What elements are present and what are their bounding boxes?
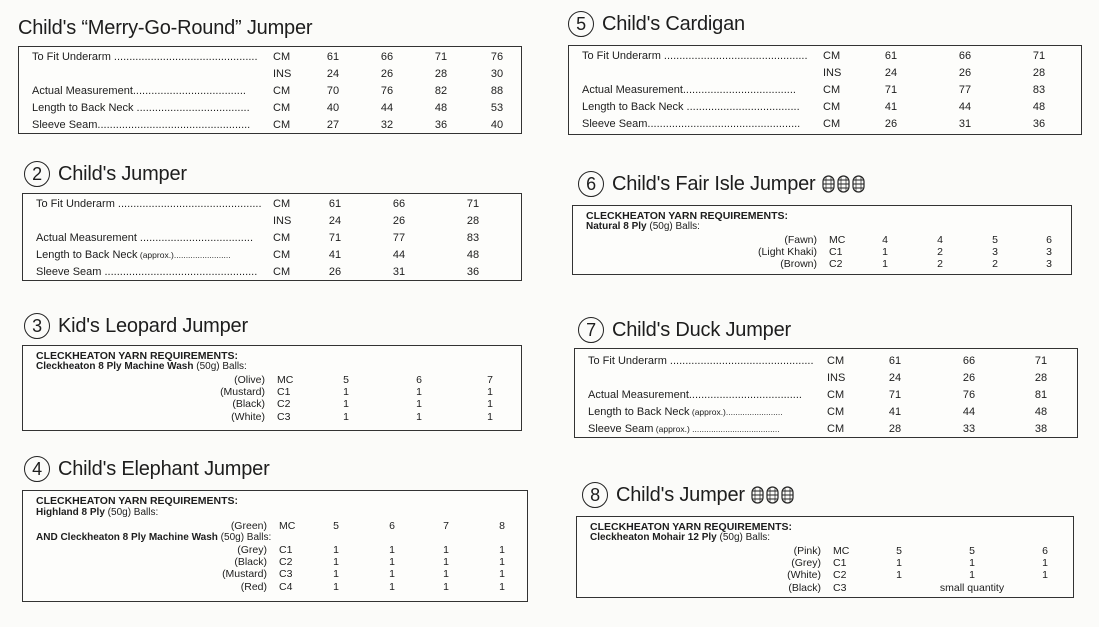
- yarn-weight-icons: [822, 175, 865, 193]
- size-value: 48: [1034, 406, 1048, 418]
- size-value: 28: [1034, 372, 1048, 384]
- size-value: 76: [962, 389, 976, 401]
- yarn-code: C3: [833, 581, 847, 594]
- size-value: 26: [380, 68, 394, 80]
- size-value: 30: [490, 68, 504, 80]
- yarn-ball-icon: [781, 486, 794, 504]
- ball-count: 1: [416, 398, 422, 411]
- yarn-color: (Grey): [237, 544, 267, 556]
- size-value: 33: [962, 423, 976, 435]
- size-value: 61: [884, 50, 898, 62]
- ball-count: 4: [937, 234, 943, 246]
- size-value: 48: [466, 249, 480, 261]
- size-value: 40: [490, 119, 504, 131]
- section-childs-jumper-2: [24, 160, 187, 188]
- yarn-code: C1: [833, 557, 847, 570]
- unit-label: INS: [827, 372, 846, 384]
- ball-count: 5: [343, 374, 349, 386]
- ball-count: 5: [896, 545, 902, 557]
- ball-count: 1: [343, 410, 349, 423]
- unit-label: CM: [273, 249, 291, 261]
- ball-count: 8: [499, 520, 505, 532]
- size-value: 70: [326, 85, 340, 97]
- row-label: [588, 388, 820, 402]
- row-label-text: Length to Back Neck .....................................: [582, 101, 800, 113]
- size-value: 27: [326, 119, 340, 131]
- row-label: [32, 118, 262, 132]
- size-value: 36: [1032, 118, 1046, 130]
- ball-count: 3: [1046, 258, 1052, 271]
- ball-count: 1: [416, 386, 422, 399]
- row-label-text: Sleeve Seam..................................................: [582, 118, 801, 130]
- row-label: [582, 100, 814, 114]
- ball-count: 1: [343, 386, 349, 399]
- yarn-color: (Brown): [780, 258, 817, 271]
- ball-count: 3: [992, 246, 998, 259]
- row-label: [32, 101, 262, 115]
- section-title: Kid's Leopard Jumper: [58, 314, 248, 337]
- unit-label: CM: [273, 266, 291, 278]
- size-value: 71: [1034, 355, 1048, 367]
- row-label-text: Actual Measurement.....................................: [32, 85, 246, 97]
- yarn-color: (Fawn): [784, 234, 817, 246]
- size-value: 71: [1032, 50, 1046, 62]
- unit-label: INS: [273, 68, 292, 80]
- yarn-weight-icons: [751, 486, 794, 504]
- size-value: 71: [888, 389, 902, 401]
- yarn-type: AND Cleckheaton 8 Ply Machine Wash (50g) Balls:: [36, 532, 272, 543]
- row-label-text: Sleeve Seam ..................................................: [36, 266, 258, 278]
- ball-count: 5: [333, 520, 339, 532]
- section-title: Child's “Merry-Go-Round” Jumper: [18, 16, 313, 39]
- unit-label: CM: [273, 119, 291, 131]
- size-value: 71: [328, 232, 342, 244]
- size-value: 32: [380, 119, 394, 131]
- size-value: 83: [1032, 84, 1046, 96]
- requirements-heading: CLECKHEATON YARN REQUIREMENTS:: [36, 495, 239, 507]
- yarn-color: (Light Khaki): [758, 246, 817, 259]
- yarn-type: Natural 8 Ply (50g) Balls:: [586, 221, 700, 232]
- section-number: 7: [578, 317, 604, 343]
- row-label-text: To Fit Underarm ...............................................: [36, 198, 262, 210]
- ball-count: 1: [487, 386, 493, 399]
- yarn-color: (Red): [240, 580, 267, 593]
- row-label: [582, 83, 814, 97]
- section-number: 4: [24, 456, 50, 482]
- yarn-code: MC: [279, 520, 296, 532]
- size-value: 66: [958, 50, 972, 62]
- ball-count: 1: [499, 568, 505, 581]
- section-title: Child's Jumper: [616, 483, 745, 506]
- size-value: 77: [392, 232, 406, 244]
- yarn-color: (Olive): [234, 374, 265, 386]
- measurement-table: [22, 193, 522, 281]
- ball-count: 1: [333, 580, 339, 593]
- ball-count: 4: [882, 234, 888, 246]
- size-value: 24: [328, 215, 342, 227]
- yarn-requirements-table: [22, 490, 528, 602]
- yarn-requirements-table: [576, 516, 1074, 598]
- yarn-type: Cleckheaton 8 Ply Machine Wash (50g) Balls:: [36, 361, 247, 372]
- size-value: 71: [466, 198, 480, 210]
- ball-count: 5: [992, 234, 998, 246]
- yarn-code: MC: [277, 374, 294, 386]
- yarn-code: C1: [277, 386, 291, 399]
- ball-count: 5: [969, 545, 975, 557]
- row-label-text: Length to Back Neck .....................................: [32, 102, 250, 114]
- yarn-color: (Mustard): [220, 386, 265, 399]
- size-value: 66: [380, 51, 394, 63]
- ball-count: 6: [389, 520, 395, 532]
- section-title: Child's Elephant Jumper: [58, 457, 270, 480]
- ball-count: 1: [896, 557, 902, 570]
- size-value: 31: [958, 118, 972, 130]
- unit-label: CM: [823, 50, 841, 62]
- ball-count: 6: [416, 374, 422, 386]
- yarn-ball-icon: [822, 175, 835, 193]
- size-value: 28: [434, 68, 448, 80]
- ball-count: 1: [1042, 557, 1048, 570]
- yarn-color: (Green): [230, 520, 267, 532]
- yarn-code: MC: [833, 545, 850, 557]
- ball-count: 1: [487, 410, 493, 423]
- row-label: [36, 248, 264, 262]
- yarn-ball-icon: [766, 486, 779, 504]
- row-label: [582, 49, 814, 63]
- unit-label: CM: [827, 389, 845, 401]
- size-value: 83: [466, 232, 480, 244]
- size-value: 81: [1034, 389, 1048, 401]
- measurement-table: [574, 348, 1078, 438]
- size-value: 24: [326, 68, 340, 80]
- yarn-color: (Grey): [791, 557, 821, 570]
- ball-count: 2: [937, 246, 943, 259]
- size-value: 82: [434, 85, 448, 97]
- yarn-requirements-table: [572, 205, 1072, 275]
- size-value: 28: [888, 423, 902, 435]
- row-label-text: Actual Measurement .....................................: [36, 232, 254, 244]
- unit-label: CM: [823, 118, 841, 130]
- size-value: 44: [958, 101, 972, 113]
- size-value: 24: [884, 67, 898, 79]
- section-childs-elephant-jumper: [24, 455, 270, 483]
- size-value: 76: [490, 51, 504, 63]
- size-value: 71: [434, 51, 448, 63]
- yarn-code: C1: [829, 246, 843, 259]
- unit-label: CM: [273, 51, 291, 63]
- unit-label: INS: [273, 215, 292, 227]
- size-value: 28: [466, 215, 480, 227]
- size-value: 26: [958, 67, 972, 79]
- row-label-text: To Fit Underarm ...............................................: [32, 51, 258, 63]
- yarn-ball-icon: [837, 175, 850, 193]
- ball-count: 1: [969, 557, 975, 570]
- measurement-table: [18, 46, 522, 134]
- section-number: 8: [582, 482, 608, 508]
- ball-count: 1: [389, 556, 395, 569]
- size-value: 38: [1034, 423, 1048, 435]
- size-value: 41: [884, 101, 898, 113]
- yarn-ball-icon: [751, 486, 764, 504]
- yarn-color: (Black): [234, 556, 267, 569]
- section-title: Child's Cardigan: [602, 12, 745, 35]
- size-value: 66: [962, 355, 976, 367]
- size-value: 28: [1032, 67, 1046, 79]
- section-kids-leopard-jumper: [24, 312, 248, 340]
- unit-label: CM: [273, 85, 291, 97]
- size-value: 26: [328, 266, 342, 278]
- section-merry-go-round: [18, 14, 312, 42]
- ball-count: 6: [1046, 234, 1052, 246]
- yarn-code: MC: [829, 234, 846, 246]
- ball-count: 1: [882, 258, 888, 271]
- row-label: [36, 231, 264, 245]
- ball-count: 1: [499, 580, 505, 593]
- yarn-code: C2: [277, 398, 291, 411]
- yarn-requirements-table: [22, 345, 522, 431]
- unit-label: CM: [273, 102, 291, 114]
- row-label-text: Sleeve Seam..................................................: [32, 119, 251, 131]
- yarn-code: C2: [833, 569, 847, 582]
- ball-count: 1: [443, 544, 449, 556]
- yarn-type: Cleckheaton Mohair 12 Ply (50g) Balls:: [590, 532, 771, 543]
- row-label: [36, 197, 264, 211]
- yarn-ball-icon: [852, 175, 865, 193]
- size-value: 76: [380, 85, 394, 97]
- size-value: 61: [888, 355, 902, 367]
- ball-count: 1: [499, 544, 505, 556]
- row-label: [32, 50, 262, 64]
- ball-count: 2: [937, 258, 943, 271]
- ball-count: 1: [882, 246, 888, 259]
- size-value: 40: [326, 102, 340, 114]
- ball-count: 6: [1042, 545, 1048, 557]
- size-value: 36: [434, 119, 448, 131]
- section-title: Child's Duck Jumper: [612, 318, 791, 341]
- yarn-color: (Pink): [793, 545, 821, 557]
- row-label-text: Sleeve Seam: [588, 423, 654, 435]
- row-label: [32, 84, 262, 98]
- section-number: 2: [24, 161, 50, 187]
- size-value: 88: [490, 85, 504, 97]
- size-value: 41: [328, 249, 342, 261]
- ball-count: 7: [487, 374, 493, 386]
- ball-count: 1: [389, 568, 395, 581]
- ball-count: 1: [443, 568, 449, 581]
- row-label: [582, 117, 814, 131]
- size-value: 44: [962, 406, 976, 418]
- ball-count: 1: [487, 398, 493, 411]
- requirements-heading: CLECKHEATON YARN REQUIREMENTS:: [590, 521, 793, 533]
- size-value: 24: [888, 372, 902, 384]
- unit-label: CM: [827, 423, 845, 435]
- requirements-heading: CLECKHEATON YARN REQUIREMENTS:: [36, 350, 239, 362]
- yarn-color: (Black): [232, 398, 265, 411]
- section-title: Child's Fair Isle Jumper: [612, 172, 816, 195]
- size-value: 71: [884, 84, 898, 96]
- yarn-code: C3: [279, 568, 293, 581]
- requirements-heading: CLECKHEATON YARN REQUIREMENTS:: [586, 210, 789, 222]
- size-value: 31: [392, 266, 406, 278]
- yarn-type: Highland 8 Ply (50g) Balls:: [36, 507, 159, 518]
- row-label-text: To Fit Underarm ...............................................: [582, 50, 808, 62]
- yarn-code: C2: [829, 258, 843, 271]
- size-value: 48: [434, 102, 448, 114]
- ball-count: 1: [343, 398, 349, 411]
- unit-label: CM: [827, 406, 845, 418]
- size-value: 36: [466, 266, 480, 278]
- row-label: [588, 354, 820, 368]
- section-number: 3: [24, 313, 50, 339]
- yarn-color: (Black): [788, 581, 821, 594]
- yarn-code: C3: [277, 410, 291, 423]
- section-childs-duck-jumper: [578, 316, 791, 344]
- row-label-text: Length to Back Neck: [36, 249, 138, 261]
- size-value: 44: [392, 249, 406, 261]
- ball-count: 1: [1042, 569, 1048, 582]
- size-value: 77: [958, 84, 972, 96]
- size-value: 26: [962, 372, 976, 384]
- section-childs-cardigan: [568, 10, 745, 38]
- ball-count: 3: [1046, 246, 1052, 259]
- size-value: 66: [392, 198, 406, 210]
- unit-label: CM: [273, 232, 291, 244]
- row-label-text: Length to Back Neck: [588, 406, 690, 418]
- size-value: 61: [328, 198, 342, 210]
- ball-count: 2: [992, 258, 998, 271]
- size-value: 26: [884, 118, 898, 130]
- section-number: 6: [578, 171, 604, 197]
- ball-count: 1: [389, 580, 395, 593]
- ball-count: 1: [333, 544, 339, 556]
- unit-label: CM: [273, 198, 291, 210]
- ball-count: 1: [443, 580, 449, 593]
- ball-count: 1: [389, 544, 395, 556]
- yarn-code: C4: [279, 580, 293, 593]
- yarn-color: (White): [231, 410, 265, 423]
- row-label: [588, 405, 820, 419]
- measurement-table: [568, 45, 1082, 135]
- row-label-note: (approx.) .....................................: [653, 424, 780, 434]
- unit-label: CM: [823, 84, 841, 96]
- unit-label: INS: [823, 67, 842, 79]
- ball-count: 7: [443, 520, 449, 532]
- size-value: 41: [888, 406, 902, 418]
- row-label-text: To Fit Underarm ...............................................: [588, 355, 814, 367]
- ball-count: 1: [969, 569, 975, 582]
- row-label-note: (approx.)........................: [137, 250, 231, 260]
- ball-count: 1: [333, 568, 339, 581]
- yarn-color: (White): [787, 569, 821, 582]
- row-label-note: (approx.)........................: [689, 407, 783, 417]
- size-value: 44: [380, 102, 394, 114]
- size-value: 48: [1032, 101, 1046, 113]
- yarn-note: small quantity: [939, 581, 1005, 594]
- size-value: 61: [326, 51, 340, 63]
- section-childs-fair-isle-jumper: [578, 170, 865, 198]
- size-value: 53: [490, 102, 504, 114]
- yarn-code: C1: [279, 544, 293, 556]
- yarn-color: (Mustard): [222, 568, 267, 581]
- section-childs-jumper-8: [582, 481, 794, 509]
- row-label: [36, 265, 264, 279]
- ball-count: 1: [443, 556, 449, 569]
- row-label-text: Actual Measurement.....................................: [588, 389, 802, 401]
- section-title: Child's Jumper: [58, 162, 187, 185]
- unit-label: CM: [827, 355, 845, 367]
- ball-count: 1: [896, 569, 902, 582]
- yarn-code: C2: [279, 556, 293, 569]
- ball-count: 1: [333, 556, 339, 569]
- section-number: 5: [568, 11, 594, 37]
- ball-count: 1: [416, 410, 422, 423]
- ball-count: 1: [499, 556, 505, 569]
- unit-label: CM: [823, 101, 841, 113]
- row-label-text: Actual Measurement.....................................: [582, 84, 796, 96]
- size-value: 26: [392, 215, 406, 227]
- row-label: [588, 422, 820, 436]
